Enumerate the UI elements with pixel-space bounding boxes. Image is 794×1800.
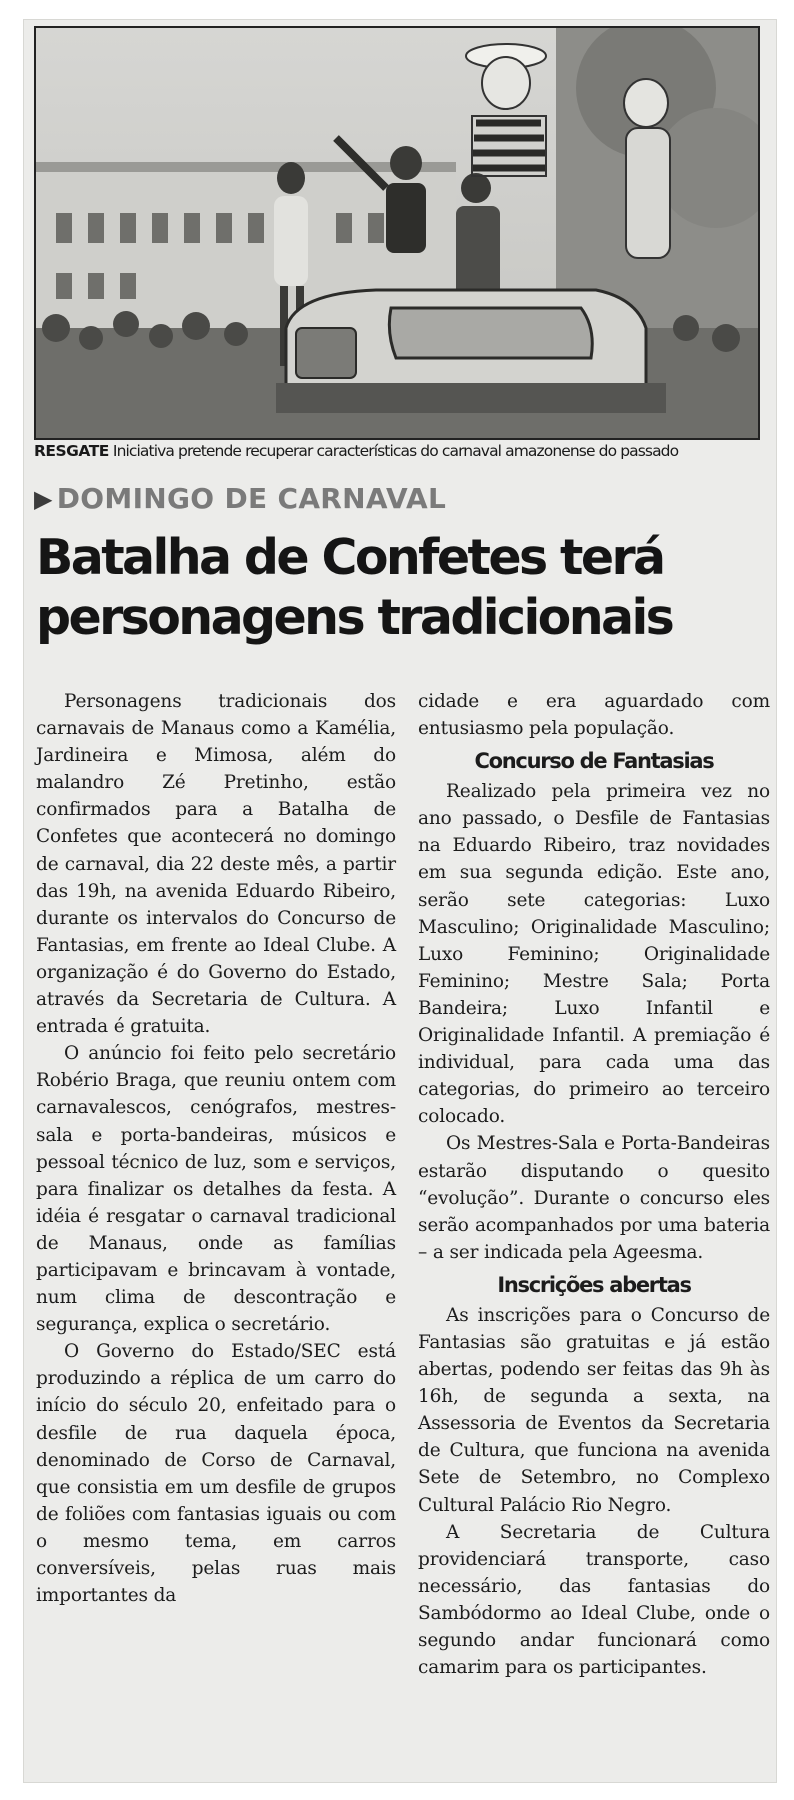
photo-icon (36, 28, 758, 438)
subhead-inscricoes: Inscrições abertas (497, 1272, 691, 1297)
paragraph-3: O Governo do Estado/SEC está produzindo a réplica de um carro do início do século 20, enfeitado para o desfile de rua daquela época, denominado de Corso de Carnaval, que consistia em um desfile de grupos de foliões com fantasias iguais ou com o mesmo tema, em carros conversíveis, pelas ruas mais importantes da (36, 1341, 396, 1607)
headline-line-1: Batalha de Confetes terá (36, 529, 664, 586)
paragraph-4: Realizado pela primeira vez no ano passado, o Desfile de Fantasias na Eduardo Ribeiro, traz novidades em sua segunda edição. Este ano, serão sete categorias: Luxo Masculino; Originalidade Masculino; Luxo Feminino; Originalidade Feminino; Mestre Sala; Porta Bandeira; Luxo Infantil e Originalidade Infantil. A premiação é individual, para cada uma das categorias, do primeiro ao terceiro colocado. (418, 781, 770, 1128)
caption-keyword: RESGATE (34, 442, 109, 460)
headline-line-2: personagens tradicionais (36, 589, 673, 646)
newspaper-clipping (24, 20, 776, 1782)
triangle-right-icon: ▶ (34, 484, 53, 513)
paragraph-5: Os Mestres-Sala e Porta-Bandeiras estarão disputando o quesito “evolução”. Durante o concurso eles serão acompanhados por uma bateria – a ser indicada pela Ageesma. (418, 1133, 770, 1263)
article-column-left (36, 688, 396, 1609)
paragraph-6: As inscrições para o Concurso de Fantasias são gratuitas e já estão abertas, podendo ser feitas das 9h às 16h, de segunda a sexta, na Assessoria de Eventos da Secretaria de Cultura, que funciona na avenida Sete de Setembro, no Complexo Cultural Palácio Rio Negro. (418, 1304, 770, 1516)
section-tag-label: DOMINGO DE CARNAVAL (56, 482, 447, 515)
photo-caption (34, 442, 774, 460)
paragraph-3-continued: cidade e era aguardado com entusiasmo pela população. (418, 691, 770, 740)
caption-text: Iniciativa pretende recuperar características do carnaval amazonense do passado (112, 442, 679, 460)
paragraph-2: O anúncio foi feito pelo secretário Robério Braga, que reuniu ontem com carnavalescos, cenógrafos, mestres-sala e porta-bandeiras, músicos e pessoal técnico de luz, som e serviços, para finalizar os detalhes da festa. A idéia é resgatar o carnaval tradicional de Manaus, onde as famílias participavam e brincavam à vontade, num clima de descontração e segurança, explica o secretário. (36, 1043, 396, 1336)
subhead-concurso: Concurso de Fantasias (474, 749, 714, 774)
paragraph-1: Personagens tradicionais dos carnavais de Manaus como a Kamélia, Jardineira e Mimosa, além do malandro Zé Pretinho, estão confirmados para a Batalha de Confetes que acontecerá no domingo de carnaval, dia 22 deste mês, a partir das 19h, na avenida Eduardo Ribeiro, durante os intervalos do Concurso de Fantasias, em frente ao Ideal Clube. A organização é do Governo do Estado, através da Secretaria de Cultura. A entrada é gratuita. (36, 691, 396, 1038)
headline (36, 528, 776, 648)
carnival-photo (34, 26, 760, 440)
section-tag (34, 482, 446, 515)
paragraph-7: A Secretaria de Cultura providenciará transporte, caso necessário, das fantasias do Sambódormo ao Ideal Clube, onde o segundo andar funcionará como camarim para os participantes. (418, 1521, 770, 1679)
article-column-right (418, 688, 770, 1681)
